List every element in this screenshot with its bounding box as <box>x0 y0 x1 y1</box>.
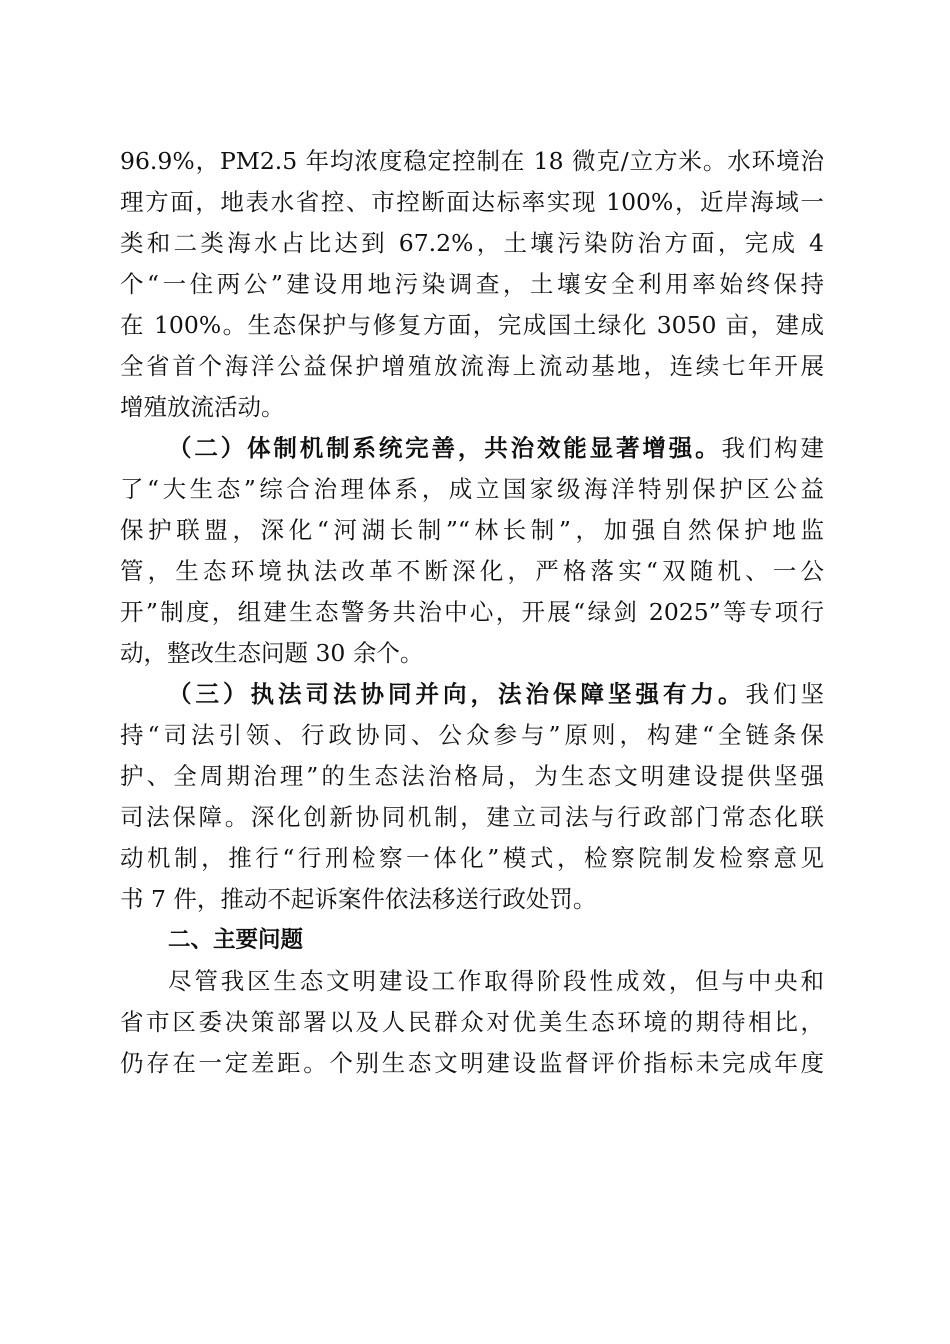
text-line: 书 7 件，推动不起诉案件依法移送行政处罚。 <box>120 885 597 913</box>
paragraph-environment-results <box>120 141 824 428</box>
section-heading: 二、主要问题 <box>168 927 304 953</box>
text-line: 尽管我区生态文明建设工作取得阶段性成效，但与中央和 <box>168 967 824 995</box>
paragraph-problems-intro <box>120 961 824 1084</box>
text-line: 动，整改生态问题 30 余个。 <box>120 639 424 667</box>
text-line: 全省首个海洋公益保护增殖放流海上流动基地，连续七年开展 <box>120 352 824 380</box>
text-line: 开”制度，组建生态警务共治中心，开展“绿剑 2025”等专项行 <box>120 598 824 626</box>
document-body <box>120 141 824 1084</box>
text-line: 个“一住两公”建设用地污染调查，土壤安全利用率始终保持 <box>120 270 824 298</box>
text-line: 管，生态环境执法改革不断深化，严格落实“双随机、一公 <box>120 557 824 585</box>
text-run: 我们构建 <box>721 434 825 462</box>
text-line: 持“司法引领、行政协同、公众参与”原则，构建“全链条保 <box>120 721 824 749</box>
text-line: 理方面，地表水省控、市控断面达标率实现 100%，近岸海域一 <box>120 188 824 216</box>
text-line: 护、全周期治理”的生态法治格局，为生态文明建设提供坚强 <box>120 762 824 790</box>
section-lead-2: （二）体制机制系统完善，共治效能显著增强。 <box>168 434 722 462</box>
paragraph-institutional-mechanism <box>120 428 824 674</box>
text-line: 动机制，推行“行刑检察一体化”模式，检察院制发检察意见 <box>120 844 824 872</box>
text-line: 司法保障。深化创新协同机制，建立司法与行政部门常态化联 <box>120 803 824 831</box>
text-line: 96.9%，PM2.5 年均浓度稳定控制在 18 微克/立方米。水环境治 <box>120 147 824 175</box>
text-line: 增殖放流活动。 <box>120 393 285 421</box>
text-line: 在 100%。生态保护与修复方面，完成国土绿化 3050 亩，建成 <box>120 311 824 339</box>
paragraph-judicial-coordination <box>120 674 824 920</box>
text-line: 仍存在一定差距。个别生态文明建设监督评价指标未完成年度 <box>120 1049 824 1077</box>
text-line: 省市区委决策部署以及人民群众对优美生态环境的期待相比， <box>120 1008 824 1036</box>
text-line: 保护联盟，深化“河湖长制”“林长制”，加强自然保护地监 <box>120 516 824 544</box>
section-lead-3: （三）执法司法协同并向，法治保障坚强有力。 <box>168 680 746 708</box>
text-run: 我们坚 <box>745 680 824 708</box>
text-line: 了“大生态”综合治理体系，成立国家级海洋特别保护区公益 <box>120 475 824 503</box>
section-heading-main-problems <box>120 920 824 961</box>
text-line <box>120 674 824 715</box>
text-line: 类和二类海水占比达到 67.2%，土壤污染防治方面，完成 4 <box>120 229 824 257</box>
text-line <box>120 428 824 469</box>
